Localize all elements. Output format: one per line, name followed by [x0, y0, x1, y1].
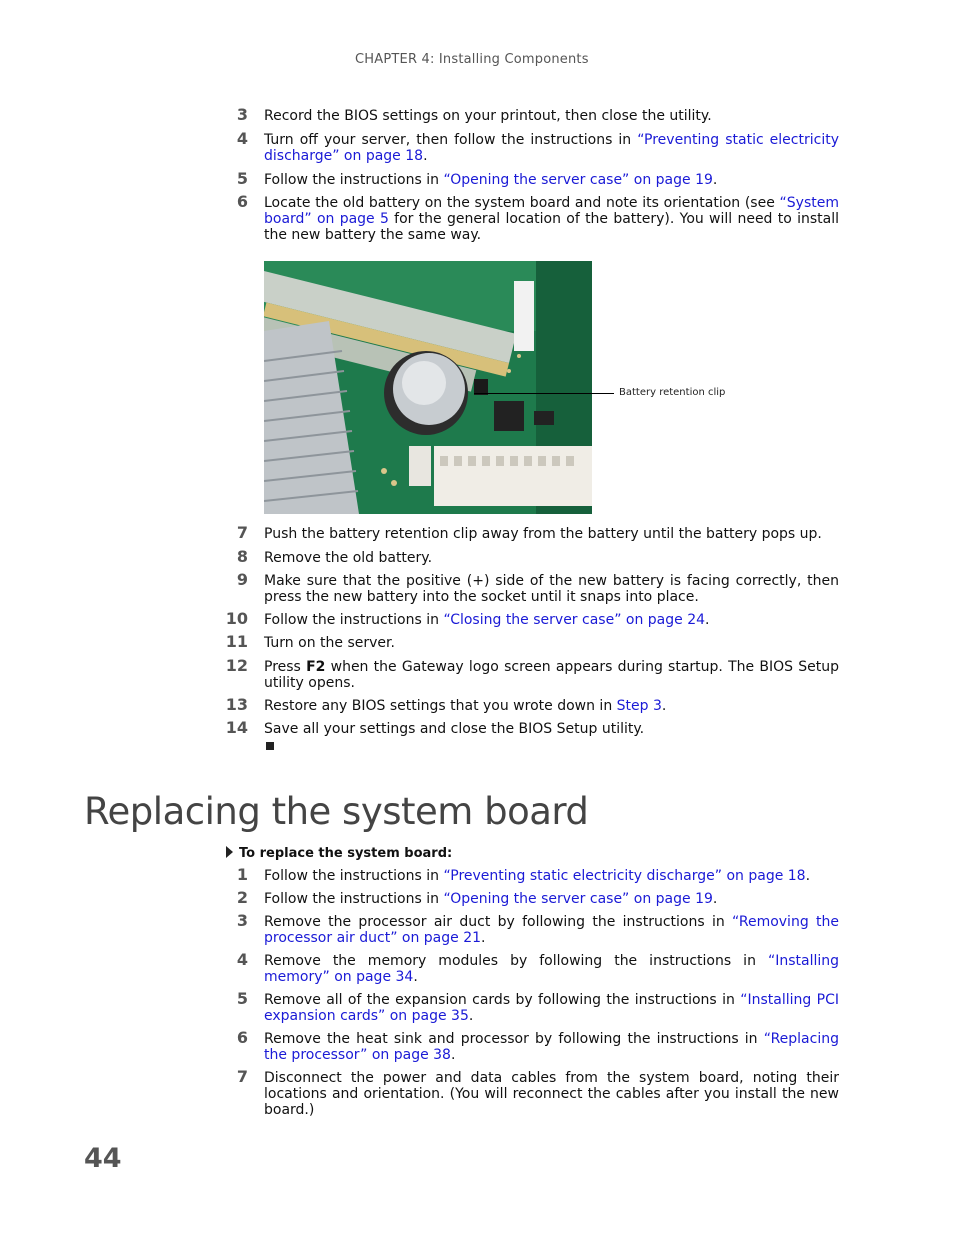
step-text: [264, 635, 839, 651]
cross-reference-link[interactable]: “Opening the server case” on page 19: [443, 891, 713, 907]
step-number: 3: [236, 105, 248, 124]
step-number: 14: [225, 718, 248, 737]
cross-reference-link[interactable]: “Preventing static electricity discharge” on page 18: [443, 868, 806, 884]
step-text-run: Push the battery retention clip away from the battery until the battery pops up.: [264, 526, 822, 542]
step-text-run: .: [468, 1008, 474, 1024]
step-text-run: .: [413, 969, 418, 985]
step-text: [264, 953, 839, 985]
step-text-run: Press: [264, 659, 307, 675]
step-number: 7: [236, 1067, 248, 1086]
step-text-run: .: [423, 148, 428, 164]
step-text: [264, 195, 839, 243]
step-text: [264, 1031, 839, 1063]
step-number: 5: [236, 169, 248, 188]
step-number: 4: [236, 129, 248, 148]
step-text-run: Follow the instructions in: [264, 868, 444, 884]
cross-reference-link[interactable]: “Removing the processor air duct” on page 21: [264, 914, 839, 946]
key-label: F2: [306, 659, 326, 675]
step-text: [264, 1070, 839, 1118]
step-text-run: Remove the old battery.: [264, 550, 433, 566]
step-text-run: Follow the instructions in: [264, 891, 444, 907]
step-number: 6: [236, 192, 248, 211]
cross-reference-link[interactable]: Step 3: [616, 698, 662, 714]
step-number: 7: [236, 523, 248, 542]
section-heading: Replacing the system board: [84, 790, 589, 833]
step-text-run: when the Gateway logo screen appears during startup. The BIOS Setup utility opens.: [264, 659, 839, 691]
step-text-run: Follow the instructions in: [264, 612, 444, 628]
cross-reference-link[interactable]: “Installing memory” on page 34: [264, 953, 839, 985]
step-text-run: Record the BIOS settings on your printout, then close the utility.: [264, 108, 712, 124]
step-text-run: Remove all of the expansion cards by following the instructions in: [264, 992, 741, 1008]
step-number: 10: [225, 609, 248, 628]
step-text: [264, 573, 839, 605]
step-text: [264, 721, 839, 737]
step-text: [264, 526, 839, 542]
cross-reference-link[interactable]: “System board” on page 5: [264, 195, 839, 227]
callout-label: Battery retention clip: [619, 387, 726, 398]
step-number: 13: [225, 695, 248, 714]
step-number: 1: [236, 865, 248, 884]
step-text-run: Follow the instructions in: [264, 172, 444, 188]
step-text: [264, 132, 839, 164]
step-text-run: Remove the processor air duct by following the instructions in: [264, 914, 733, 930]
running-head: CHAPTER 4: Installing Components: [355, 52, 589, 67]
step-text-run: Restore any BIOS settings that you wrote down in: [264, 698, 617, 714]
step-text-run: Save all your settings and close the BIOS Setup utility.: [264, 721, 645, 737]
step-text-run: .: [805, 868, 811, 884]
step-text-run: .: [661, 698, 667, 714]
step-number: 3: [236, 911, 248, 930]
step-text: [264, 612, 839, 628]
end-of-procedure-mark: [266, 742, 274, 750]
cross-reference-link[interactable]: “Replacing the processor” on page 38: [264, 1031, 839, 1063]
step-text-run: Turn off your server, then follow the instructions in: [264, 132, 638, 148]
step-number: 12: [225, 656, 248, 675]
step-text: [264, 891, 839, 907]
step-text-run: Make sure that the positive (+) side of the new battery is facing correctly, then press the new battery into the socket until it snaps into place.: [264, 573, 839, 605]
step-text: [264, 172, 839, 188]
cross-reference-link[interactable]: “Installing PCI expansion cards” on page 35: [264, 992, 839, 1024]
step-text: [264, 868, 839, 884]
step-number: 8: [236, 547, 248, 566]
step-text: [264, 108, 839, 124]
step-text-run: .: [712, 891, 718, 907]
step-text: [264, 698, 839, 714]
step-text-run: Locate the old battery on the system board and note its orientation (see: [264, 195, 780, 211]
step-number: 2: [236, 888, 248, 907]
step-text-run: Remove the memory modules by following the instructions in: [264, 953, 768, 969]
battery-photo: [264, 261, 592, 514]
step-text-run: for the general location of the battery). You will need to install the new battery the same way.: [264, 211, 839, 243]
step-number: 6: [236, 1028, 248, 1047]
step-text: [264, 992, 839, 1024]
motherboard-battery-image: [264, 261, 592, 514]
step-text-run: .: [450, 1047, 456, 1063]
arrow-right-icon: [226, 846, 233, 858]
step-text-run: .: [705, 612, 710, 628]
step-text: [264, 550, 839, 566]
step-text-run: Remove the heat sink and processor by following the instructions in: [264, 1031, 764, 1047]
callout-line: [474, 393, 614, 394]
page-number: 44: [84, 1143, 122, 1174]
step-number: 5: [236, 989, 248, 1008]
step-text: [264, 659, 839, 691]
cross-reference-link[interactable]: “Closing the server case” on page 24: [443, 612, 706, 628]
step-text-run: Disconnect the power and data cables from the system board, noting their locations and orientation. (You will reconnect the cables after you install the new board.): [264, 1070, 839, 1118]
procedure-title: [226, 846, 452, 861]
cross-reference-link[interactable]: “Preventing static electricity discharge” on page 18: [264, 132, 839, 164]
step-text: [264, 914, 839, 946]
step-number: 9: [236, 570, 248, 589]
step-text-run: Turn on the server.: [264, 635, 395, 651]
cross-reference-link[interactable]: “Opening the server case” on page 19: [443, 172, 713, 188]
step-text-run: .: [712, 172, 718, 188]
step-number: 4: [236, 950, 248, 969]
step-number: 11: [225, 632, 248, 651]
procedure-title-text: To replace the system board:: [239, 846, 453, 861]
step-text-run: .: [481, 930, 486, 946]
